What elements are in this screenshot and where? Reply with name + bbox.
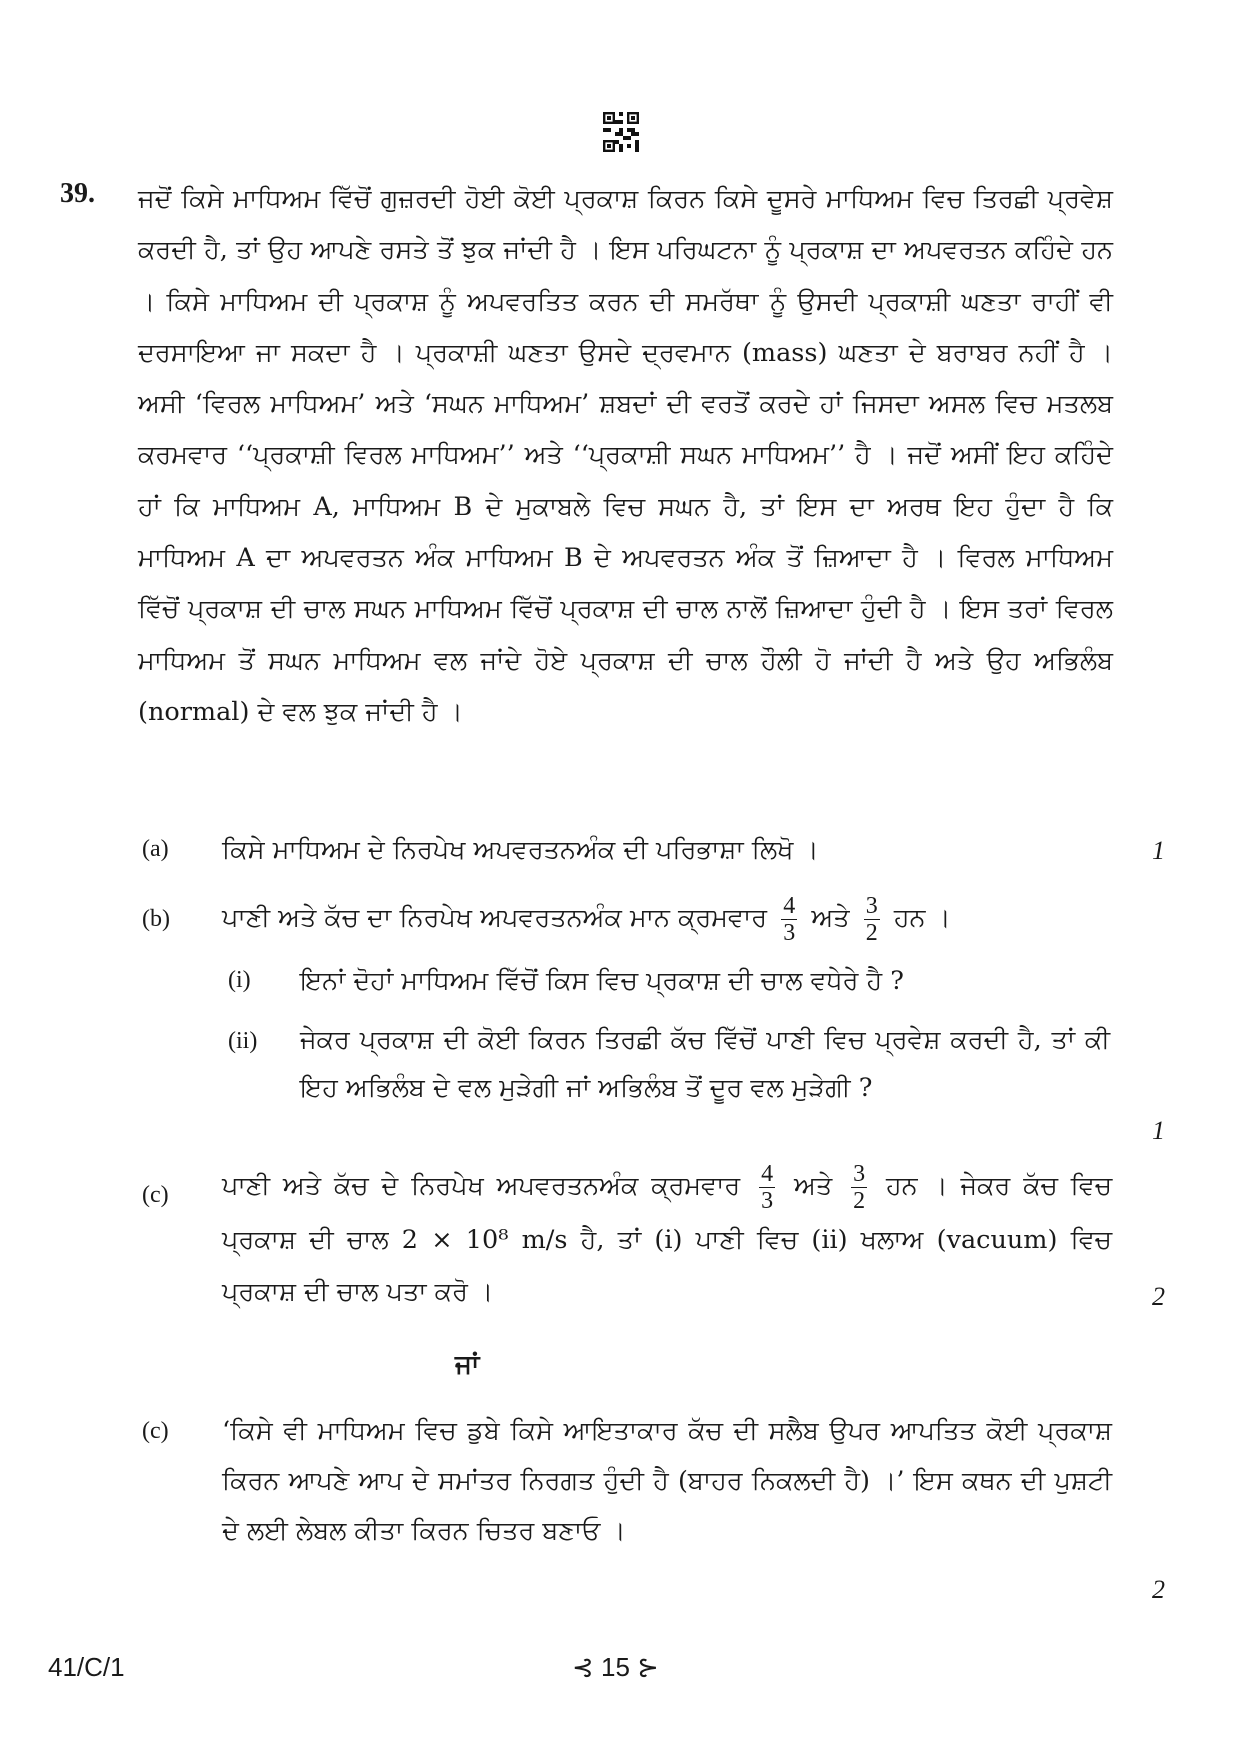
part-b-i-label: (i) bbox=[228, 967, 251, 993]
part-a-text: ਕਿਸੇ ਮਾਧਿਅਮ ਦੇ ਨਿਰਪੇਖ ਅਪਵਰਤਨਅੰਕ ਦੀ ਪਰਿਭਾਸ਼ਾ ਲਿਖੋ । bbox=[222, 835, 819, 865]
part-b-text bbox=[222, 886, 1122, 950]
part-c-alt-label: (c) bbox=[142, 1418, 169, 1444]
question-number: 39. bbox=[60, 178, 95, 209]
page-number: ⊰ 15 ⊱ bbox=[572, 1652, 659, 1682]
part-b-marks: 1 bbox=[1152, 1116, 1165, 1145]
part-b-text-after: ਹਨ । bbox=[893, 903, 951, 933]
part-c-marks: 2 bbox=[1152, 1282, 1165, 1311]
fraction-four-thirds: $\frac{4}{3}$ bbox=[761, 1160, 774, 1214]
fraction-three-halves: $\frac{3}{2}$ bbox=[865, 892, 878, 946]
or-separator: ਜਾਂ bbox=[455, 1350, 480, 1380]
part-c-text-before: ਪਾਣੀ ਅਤੇ ਕੱਚ ਦੇ ਨਿਰਪੇਖ ਅਪਵਰਤਨਅੰਕ ਕ੍ਰਮਵਾਰ bbox=[222, 1171, 741, 1201]
part-b-text-before: ਪਾਣੀ ਅਤੇ ਕੱਚ ਦਾ ਨਿਰਪੇਖ ਅਪਵਰਤਨਅੰਕ ਮਾਨ ਕ੍ਰਮਵਾਰ bbox=[222, 903, 768, 933]
part-b-ii-text: ਜੇਕਰ ਪ੍ਰਕਾਸ਼ ਦੀ ਕੋਈ ਕਿਰਨ ਤਿਰਛੀ ਕੱਚ ਵਿੱਚੋਂ ਪਾਣੀ ਵਿਚ ਪ੍ਰਵੇਸ਼ ਕਰਦੀ ਹੈ, ਤਾਂ ਕੀ ਇਹ ਅਭਿਲੰਬ ਦੇ ਵਲ ਮੁੜੇਗੀ ਜਾਂ ਅਭਿਲੰਬ ਤੋਂ ਦੂਰ ਵਲ ਮੁੜੇਗੀ ? bbox=[300, 1025, 1110, 1103]
part-b-label: (b) bbox=[142, 906, 170, 932]
fraction-four-thirds: $\frac{4}{3}$ bbox=[783, 892, 796, 946]
part-c-alt-text: ‘ਕਿਸੇ ਵੀ ਮਾਧਿਅਮ ਵਿਚ ਡੁਬੇ ਕਿਸੇ ਆਇਤਾਕਾਰ ਕੱਚ ਦੀ ਸਲੈਬ ਉਪਰ ਆਪਤਿਤ ਕੋਈ ਪ੍ਰਕਾਸ਼ ਕਿਰਨ ਆਪਣੇ ਆਪ ਦੇ ਸਮਾਂਤਰ ਨਿਰਗਤ ਹੁੰਦੀ ਹੈ (ਬਾਹਰ ਨਿਕਲਦੀ ਹੈ) ।’ ਇਸ ਕਥਨ ਦੀ ਪੁਸ਼ਟੀ ਦੇ ਲਈ ਲੇਬਲ ਕੀਤਾ ਕਿਰਨ ਚਿਤਰ ਬਣਾਓ । bbox=[222, 1416, 1112, 1546]
fraction-three-halves: $\frac{3}{2}$ bbox=[853, 1160, 866, 1214]
part-b-ii-label: (ii) bbox=[228, 1028, 258, 1054]
part-c-and: ਅਤੇ bbox=[794, 1171, 833, 1201]
part-b-i-text: ਇਨਾਂ ਦੋਹਾਂ ਮਾਧਿਅਮ ਵਿੱਚੋਂ ਕਿਸ ਵਿਚ ਪ੍ਰਕਾਸ਼ ਦੀ ਚਾਲ ਵਧੇਰੇ ਹੈ ? bbox=[300, 966, 904, 996]
question-passage: ਜਦੋਂ ਕਿਸੇ ਮਾਧਿਅਮ ਵਿੱਚੋਂ ਗੁਜ਼ਰਦੀ ਹੋਈ ਕੋਈ ਪ੍ਰਕਾਸ਼ ਕਿਰਨ ਕਿਸੇ ਦੂਸਰੇ ਮਾਧਿਅਮ ਵਿਚ ਤਿਰਛੀ ਪ੍ਰਵੇਸ਼ ਕਰਦੀ ਹੈ, ਤਾਂ ਉਹ ਆਪਣੇ ਰਸਤੇ ਤੋਂ ਝੁਕ ਜਾਂਦੀ ਹੈ । ਇਸ ਪਰਿਘਟਨਾ ਨੂੰ ਪ੍ਰਕਾਸ਼ ਦਾ ਅਪਵਰਤਨ ਕਹਿੰਦੇ ਹਨ । ਕਿਸੇ ਮਾਧਿਅਮ ਦੀ ਪ੍ਰਕਾਸ਼ ਨੂੰ ਅਪਵਰਤਿਤ ਕਰਨ ਦੀ ਸਮਰੱਥਾ ਨੂੰ ਉਸਦੀ ਪ੍ਰਕਾਸ਼ੀ ਘਣਤਾ ਰਾਹੀਂ ਵੀ ਦਰਸਾਇਆ ਜਾ ਸਕਦਾ ਹੈ । ਪ੍ਰਕਾਸ਼ੀ ਘਣਤਾ ਉਸਦੇ ਦ੍ਰਵਮਾਨ (mass) ਘਣਤਾ ਦੇ ਬਰਾਬਰ ਨਹੀਂ ਹੈ । ਅਸੀ ‘ਵਿਰਲ ਮਾਧਿਅਮ’ ਅਤੇ ‘ਸਘਨ ਮਾਧਿਅਮ’ ਸ਼ਬਦਾਂ ਦੀ ਵਰਤੋਂ ਕਰਦੇ ਹਾਂ ਜਿਸਦਾ ਅਸਲ ਵਿਚ ਮਤਲਬ ਕਰਮਵਾਰ ‘‘ਪ੍ਰਕਾਸ਼ੀ ਵਿਰਲ ਮਾਧਿਅਮ’’ ਅਤੇ ‘‘ਪ੍ਰਕਾਸ਼ੀ ਸਘਨ ਮਾਧਿਅਮ’’ ਹੈ । ਜਦੋਂ ਅਸੀਂ ਇਹ ਕਹਿੰਦੇ ਹਾਂ ਕਿ ਮਾਧਿਅਮ A, ਮਾਧਿਅਮ B ਦੇ ਮੁਕਾਬਲੇ ਵਿਚ ਸਘਨ ਹੈ, ਤਾਂ ਇਸ ਦਾ ਅਰਥ ਇਹ ਹੁੰਦਾ ਹੈ ਕਿ ਮਾਧਿਅਮ A ਦਾ ਅਪਵਰਤਨ ਅੰਕ ਮਾਧਿਅਮ B ਦੇ ਅਪਵਰਤਨ ਅੰਕ ਤੋਂ ਜ਼ਿਆਦਾ ਹੈ । ਵਿਰਲ ਮਾਧਿਅਮ ਵਿੱਚੋਂ ਪ੍ਰਕਾਸ਼ ਦੀ ਚਾਲ ਸਘਨ ਮਾਧਿਅਮ ਵਿੱਚੋਂ ਪ੍ਰਕਾਸ਼ ਦੀ ਚਾਲ ਨਾਲੋਂ ਜ਼ਿਆਦਾ ਹੁੰਦੀ ਹੈ । ਇਸ ਤਰਾਂ ਵਿਰਲ ਮਾਧਿਅਮ ਤੋਂ ਸਘਨ ਮਾਧਿਅਮ ਵਲ ਜਾਂਦੇ ਹੋਏ ਪ੍ਰਕਾਸ਼ ਦੀ ਚਾਲ ਹੌਲੀ ਹੋ ਜਾਂਦੀ ਹੈ ਅਤੇ ਉਹ ਅਭਿਲੰਬ (normal) ਦੇ ਵਲ ਝੁਕ ਜਾਂਦੀ ਹੈ । bbox=[138, 184, 1113, 727]
part-c-label: (c) bbox=[142, 1182, 169, 1208]
paper-code: 41/C/1 bbox=[48, 1652, 125, 1682]
qr-code-icon bbox=[603, 112, 639, 152]
part-c-alt-marks: 2 bbox=[1152, 1575, 1165, 1604]
part-a-marks: 1 bbox=[1152, 836, 1165, 865]
part-c-text bbox=[222, 1160, 1112, 1318]
part-c-text-after: ਹਨ । ਜੇਕਰ ਕੱਚ ਵਿਚ ਪ੍ਰਕਾਸ਼ ਦੀ ਚਾਲ 2 × 10⁸ m/s ਹੈ, ਤਾਂ (i) ਪਾਣੀ ਵਿਚ (ii) ਖਲਾਅ (vacuum) ਵਿਚ ਪ੍ਰਕਾਸ਼ ਦੀ ਚਾਲ ਪਤਾ ਕਰੋ । bbox=[222, 1171, 1113, 1307]
part-b-and: ਅਤੇ bbox=[811, 903, 850, 933]
part-a-label: (a) bbox=[142, 836, 169, 862]
